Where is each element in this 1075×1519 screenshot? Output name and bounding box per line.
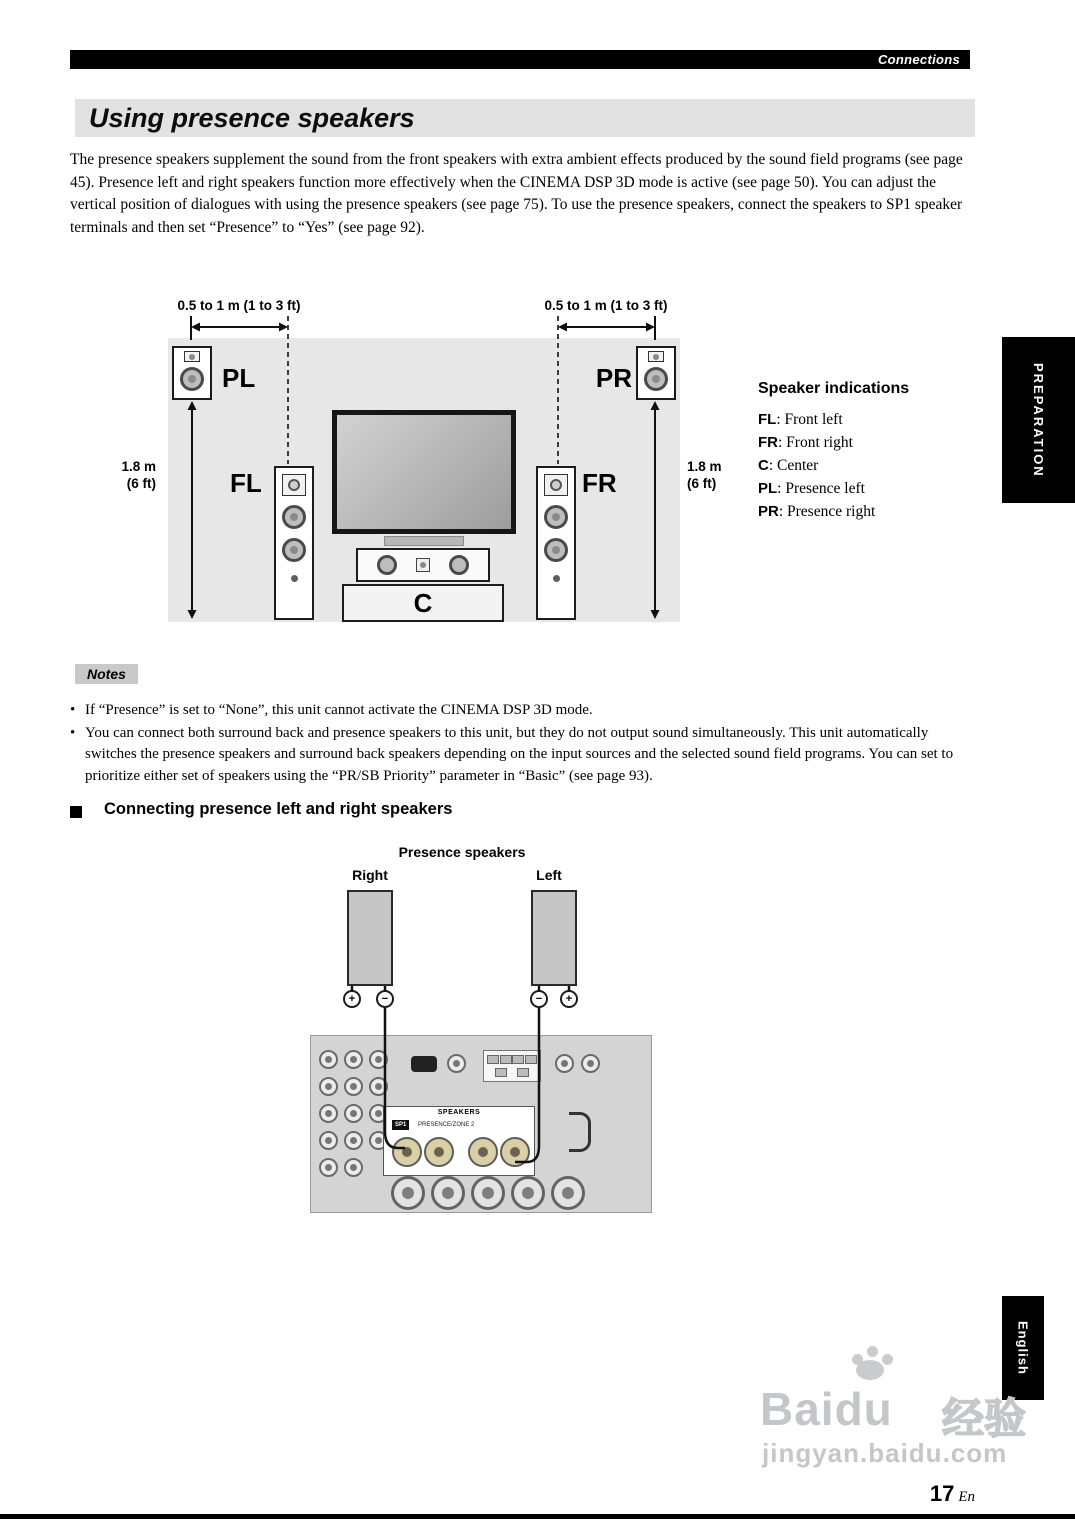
page-language-suffix: En: [958, 1489, 975, 1505]
woofer-icon: [180, 367, 204, 391]
speaker-jack: [431, 1176, 465, 1210]
rca-jack: [369, 1050, 388, 1069]
binding-post: [392, 1137, 422, 1167]
presence-right-speaker-illustration: [636, 346, 676, 400]
page-title-bar: [75, 99, 975, 137]
tv-stand: [384, 536, 464, 546]
tweeter-dome: [550, 479, 562, 491]
left-speaker-label: Left: [536, 867, 562, 883]
tweeter-icon: [184, 351, 200, 362]
tweeter-icon: [648, 351, 664, 362]
woofer-icon: [282, 505, 306, 529]
baidu-watermark-url: jingyan.baidu.com: [762, 1438, 1008, 1468]
dimension-label-right: 0.5 to 1 m (1 to 3 ft): [544, 298, 668, 313]
rca-jack: [344, 1131, 363, 1150]
component-pin: [500, 1055, 512, 1064]
speaker-indication-row: PL: Presence left: [758, 480, 865, 497]
bass-port: [291, 575, 298, 582]
component-pin: [525, 1055, 537, 1064]
woofer-icon: [282, 538, 306, 562]
preparation-tab-label: PREPARATION: [1031, 362, 1046, 478]
preparation-tab: [1002, 337, 1075, 503]
woofer-icon: [544, 538, 568, 562]
c-label: C: [413, 588, 433, 618]
speaker-indications: [758, 380, 909, 523]
page-number: 17: [929, 1481, 955, 1506]
terminal-plus: +: [560, 990, 578, 1008]
left-speaker-box: [531, 890, 577, 986]
page-number-block: [890, 1481, 975, 1507]
note-item: • You can connect both surround back and presence speakers to this unit, but they do not output sound simultaneously. This unit automatically switches the presence speakers and surround back speakers depending on the input sources and the selected sound field programs. You can set to prioritize either set of speakers using the “PR/SB Priority” parameter in “Basic” (see page 93).: [70, 723, 975, 788]
pl-label: PL: [222, 363, 256, 393]
woofer-icon: [377, 555, 397, 575]
tweeter-icon: [416, 558, 430, 572]
terminal-plus: +: [343, 990, 361, 1008]
fl-label: FL: [230, 468, 262, 498]
height-label-left: 1.8 m (6 ft): [121, 459, 156, 491]
woofer-icon: [644, 367, 668, 391]
rca-jack: [319, 1131, 338, 1150]
rca-jack: [319, 1104, 338, 1123]
terminal-minus: −: [530, 990, 548, 1008]
component-block: [483, 1050, 541, 1082]
speaker-indication-row: FR: Front right: [758, 434, 853, 451]
pr-label: PR: [595, 363, 632, 393]
intro-paragraph: The presence speakers supplement the sound from the front speakers with extra ambient effects produced by the sound field programs (see page 45). Presence left and right speakers function more effectively when the CINEMA DSP 3D mode is active (see page 50). You can adjust the vertical position of dialogues with using the presence speakers (see page 75). To use the presence speakers, connect the speakers to SP1 speaker terminals and then set “Presence” to “Yes” (see page 92).: [70, 151, 963, 236]
note-item: • If “Presence” is set to “None”, this unit cannot activate the CINEMA DSP 3D mode.: [70, 700, 975, 722]
speaker-indications-title: Speaker indications: [758, 380, 910, 397]
rca-jack: [344, 1050, 363, 1069]
component-pin: [517, 1068, 529, 1077]
speaker-indication-row: C: Center: [758, 457, 819, 474]
rca-jack: [447, 1054, 466, 1073]
rca-jack: [344, 1158, 363, 1177]
speaker-jack: [391, 1176, 425, 1210]
presence-zone-label: PRESENCE/ZONE 2: [418, 1122, 475, 1128]
paw-toe: [867, 1346, 878, 1357]
english-tab: [1002, 1296, 1044, 1400]
dimension-label-left: 0.5 to 1 m (1 to 3 ft): [177, 298, 301, 313]
rca-jack: [344, 1104, 363, 1123]
presence-left-speaker-illustration: [172, 346, 212, 400]
sp1-badge: SP1: [392, 1120, 409, 1130]
tweeter-dome: [288, 479, 300, 491]
right-speaker-box: [347, 890, 393, 986]
section-header-label: Connections: [877, 52, 960, 67]
rca-jack: [319, 1077, 338, 1096]
fr-label: FR: [582, 468, 617, 498]
cable-hook: [569, 1112, 591, 1152]
rca-jack: [319, 1050, 338, 1069]
tweeter-icon: [282, 474, 306, 496]
terminal-minus: −: [376, 990, 394, 1008]
rca-jack: [344, 1077, 363, 1096]
page-title: Using presence speakers: [89, 103, 415, 133]
front-right-tower-illustration: [536, 466, 576, 620]
s-video-jack: [411, 1056, 437, 1072]
baidu-watermark-brand: Baidu: [760, 1383, 893, 1435]
speaker-indication-row: FL: Front left: [758, 411, 843, 428]
front-left-tower-illustration: [274, 466, 314, 620]
english-tab-label: English: [1015, 1321, 1031, 1375]
component-pin: [495, 1068, 507, 1077]
bass-port: [553, 575, 560, 582]
speaker-jack: [551, 1176, 585, 1210]
speaker-indication-row: PR: Presence right: [758, 503, 876, 520]
center-stand: [342, 584, 504, 622]
section-bullet: [70, 806, 82, 818]
binding-post: [468, 1137, 498, 1167]
speaker-jack: [511, 1176, 545, 1210]
rca-jack: [581, 1054, 600, 1073]
section-header-bar: [70, 50, 970, 69]
rca-jack: [319, 1158, 338, 1177]
rca-jack: [369, 1077, 388, 1096]
woofer-icon: [449, 555, 469, 575]
height-label-right: 1.8 m (6 ft): [687, 459, 722, 491]
notes-label: Notes: [75, 664, 138, 684]
tv-illustration: [332, 410, 516, 534]
right-speaker-label: Right: [352, 867, 388, 883]
baidu-watermark-cn: 经验: [942, 1395, 1027, 1442]
speaker-jack: [471, 1176, 505, 1210]
connect-section-heading: Connecting presence left and right speakers: [104, 800, 453, 818]
notes-list: [70, 700, 975, 788]
binding-post: [424, 1137, 454, 1167]
rear-panel: [310, 1035, 652, 1213]
woofer-icon: [544, 505, 568, 529]
rca-jack: [555, 1054, 574, 1073]
paw-pad: [856, 1360, 884, 1380]
bottom-rule: [0, 1514, 1075, 1519]
center-speaker-illustration: [356, 548, 490, 582]
component-pin: [487, 1055, 499, 1064]
binding-post: [500, 1137, 530, 1167]
component-pin: [512, 1055, 524, 1064]
paw-toe: [882, 1354, 893, 1365]
tweeter-icon: [544, 474, 568, 496]
presence-speakers-title: Presence speakers: [398, 844, 526, 860]
speakers-terminal-box: [383, 1106, 535, 1176]
speakers-label: SPEAKERS: [437, 1109, 481, 1116]
